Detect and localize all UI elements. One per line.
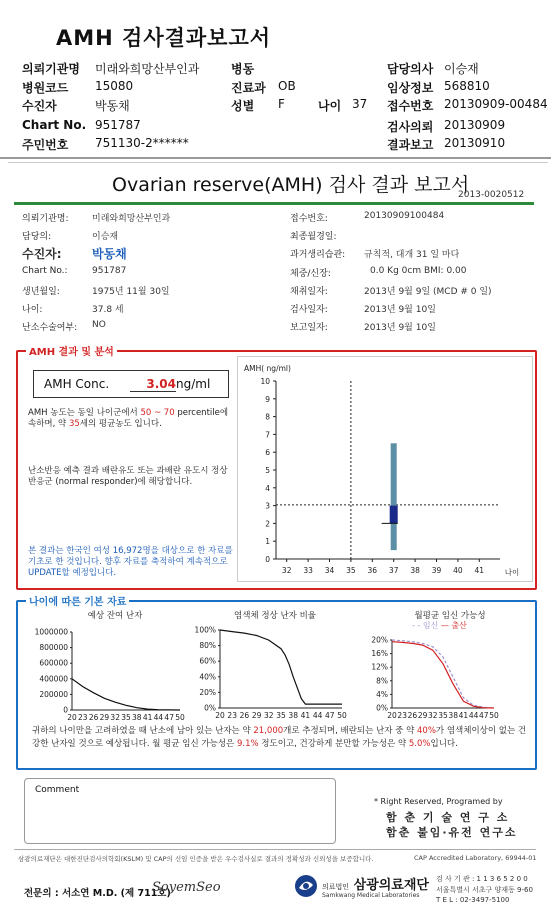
- y-tick-label: 0: [265, 555, 270, 564]
- percentile-paragraph: [28, 408, 230, 430]
- cap-accreditation: CAP Accredited Laboratory, 69944-01: [414, 854, 537, 862]
- x-tick-label: 37: [388, 566, 399, 575]
- x-tick-label: 32: [110, 713, 120, 722]
- x-tick-label: 29: [99, 713, 110, 722]
- y-tick-label: 1: [265, 537, 270, 547]
- header-value: 20130909-00484: [444, 97, 548, 111]
- certification-note: 삼광의료재단은 대한진단검사의학회(KSLM) 및 CAP의 신임 인증을 받은 우수검사실로 결과의 정확성과 신뢰성을 보증합니다.: [18, 855, 374, 863]
- info-label: 채취일자:: [290, 287, 328, 297]
- org-name-text: 삼광의료재단: [353, 878, 429, 893]
- info-value: 2013년 9월 9일 (MCD # 0 일): [364, 287, 492, 297]
- y-tick-label: 20%: [371, 635, 388, 645]
- x-tick-label: 20: [67, 713, 77, 722]
- amh-iqr-box: [390, 506, 398, 524]
- physician-signer: 전문의 : 서소연 M.D. (제 711호): [24, 888, 171, 899]
- x-tick-label: 26: [88, 713, 99, 722]
- age-summary: [32, 725, 527, 751]
- amh-conc-value: 3.04: [130, 377, 176, 392]
- info-value: 951787: [92, 266, 127, 276]
- x-tick-label: 35: [346, 566, 356, 575]
- report-header-title: AMH 검사결과보고서: [56, 26, 272, 50]
- legend-pregnancy: - - 임신: [412, 621, 439, 630]
- x-tick-label: 44: [312, 711, 323, 720]
- x-tick-label: 38: [288, 711, 298, 720]
- series-line-임신: [392, 640, 494, 708]
- legend-birth: — 출산: [440, 621, 467, 630]
- org-prefix: 의료법인: [322, 883, 350, 891]
- x-tick-label: 38: [410, 566, 420, 575]
- pregnancy-chart-title: 월평균 임신 가능성: [414, 611, 486, 621]
- info-label: 보고일자:: [290, 323, 328, 333]
- y-tick-label: 5: [265, 466, 270, 475]
- org-name-english: Samkwang Medical Laboratories: [322, 892, 420, 899]
- series-line-출산: [392, 642, 494, 708]
- x-tick-label: 39: [431, 566, 442, 575]
- percentile-range: 50 ~ 70: [140, 408, 175, 418]
- x-tick-label: 35: [276, 711, 286, 720]
- y-tick-label: 4%: [376, 689, 388, 699]
- x-tick-label: 41: [300, 711, 311, 720]
- x-tick-label: 32: [428, 711, 438, 720]
- normal-eggs-chart: [192, 622, 362, 722]
- info-label: 최종월경일:: [290, 232, 337, 242]
- y-tick-label: 8: [265, 412, 270, 422]
- header-value: 751130-2******: [95, 136, 189, 150]
- x-tick-label: 26: [407, 711, 418, 720]
- header-value: 37: [352, 97, 368, 111]
- info-value: 37.8 세: [92, 305, 124, 315]
- x-tick-label: 40: [453, 566, 463, 575]
- report-title: Ovarian reserve(AMH) 검사 결과 보고서: [112, 174, 470, 196]
- amh-concentration-box: [33, 370, 229, 398]
- y-tick-label: 9: [265, 394, 270, 404]
- header-row: [0, 136, 551, 154]
- percentile-text: AMH 농도는 동일 나이군에서: [28, 408, 138, 418]
- x-tick-label: 32: [281, 566, 292, 575]
- lab-address: 서울특별시 서초구 양재동 9-60: [436, 886, 533, 894]
- x-tick-label: 47: [325, 711, 335, 720]
- summary-birth: 5.0%: [408, 739, 431, 749]
- data-note-paragraph: 본 결과는 한국인 여성 16,972명을 대상으로 한 자료를 기초로 한 것입니다. 향후 자료를 축적하여 계속적으로 UPDATE할 예정입니다.: [28, 546, 233, 578]
- report-number: 2013-0020512: [458, 190, 525, 200]
- x-tick-label: 47: [164, 713, 174, 722]
- info-value: 1975년 11월 30일: [92, 287, 170, 297]
- footer-divider: [14, 849, 536, 850]
- info-value: 0.0 Kg 0cm BMI: 0.00: [370, 266, 467, 276]
- info-value: 2013년 9월 10일: [364, 323, 436, 333]
- y-tick-label: 4: [265, 483, 270, 493]
- x-tick-label: 50: [489, 711, 499, 720]
- info-value: 이승재: [92, 232, 119, 242]
- lab-code: 검 사 기 관 : 1 1 3 6 5 2 0 0: [436, 875, 528, 883]
- header-label: 병원코드: [22, 81, 69, 95]
- y-axis-label: AMH( ng/ml): [244, 364, 291, 373]
- header-value: 951787: [95, 118, 141, 132]
- header-label: 병동: [231, 62, 255, 76]
- physician-signature: SoyemSeo: [152, 880, 221, 895]
- comment-label: Comment: [35, 785, 80, 795]
- info-value: 20130909100484: [364, 211, 445, 221]
- title-underline: [14, 202, 534, 205]
- amh-conc-unit: ng/ml: [176, 377, 211, 391]
- header-label: 주민번호: [22, 138, 69, 152]
- summary-normal-pct: 40%: [417, 726, 436, 736]
- x-tick-label: 23: [227, 711, 237, 720]
- amh-section-heading: AMH 결과 및 분석: [26, 343, 117, 358]
- x-tick-label: 35: [121, 713, 131, 722]
- x-tick-label: 33: [303, 566, 313, 575]
- x-tick-label: 50: [337, 711, 347, 720]
- info-label: 의뢰기관명:: [22, 214, 69, 224]
- info-label: 체중/신장:: [290, 269, 331, 279]
- header-label: 담당의사: [387, 62, 434, 76]
- header-label: 수진자: [22, 99, 57, 113]
- summary-text: 정도이고, 건강하게 분만할 가능성은 약: [261, 739, 407, 749]
- header-value: 20130909: [444, 118, 506, 132]
- header-value: 이승재: [444, 62, 479, 76]
- patient-label: 수진자:: [22, 247, 62, 261]
- header-value: 박동채: [95, 99, 130, 113]
- info-label: 과거생리습관:: [290, 250, 346, 260]
- amh-age-chart: [237, 356, 533, 582]
- x-tick-label: 44: [468, 711, 479, 720]
- header-row: [0, 118, 551, 136]
- header-label: 성별: [231, 99, 255, 113]
- header-value: OB: [278, 79, 296, 93]
- y-tick-label: 100%: [194, 625, 216, 635]
- header-divider: [0, 157, 551, 159]
- patient-name: 박동채: [92, 247, 127, 261]
- remaining-eggs-chart: [30, 622, 190, 722]
- header-label: 결과보고: [387, 138, 434, 152]
- header-value: 미래와희망산부인과: [95, 62, 200, 76]
- y-tick-label: 600000: [39, 658, 68, 668]
- x-tick-label: 41: [458, 711, 469, 720]
- header-label: 접수번호: [387, 99, 434, 113]
- x-tick-label: 35: [438, 711, 448, 720]
- info-label: 검사일자:: [290, 305, 328, 315]
- y-tick-label: 40%: [199, 672, 216, 682]
- header-label: 진료과: [231, 81, 266, 95]
- info-label: 나이:: [22, 305, 43, 315]
- header-value: 20130910: [444, 136, 506, 150]
- x-tick-label: 44: [153, 713, 164, 722]
- x-tick-label: 38: [132, 713, 142, 722]
- x-tick-label: 20: [387, 711, 397, 720]
- y-tick-label: 80%: [199, 641, 216, 651]
- y-tick-label: 20%: [199, 687, 216, 697]
- header-row: [0, 79, 551, 97]
- y-tick-label: 1000000: [34, 627, 68, 637]
- y-tick-label: 6: [265, 448, 270, 458]
- y-tick-label: 800000: [39, 643, 68, 653]
- x-tick-label: 26: [239, 711, 250, 720]
- info-value: 2013년 9월 10일: [364, 305, 436, 315]
- series-line-curve: [72, 679, 180, 710]
- x-tick-label: 47: [479, 711, 489, 720]
- y-tick-label: 12%: [371, 662, 388, 672]
- x-tick-label: 41: [142, 713, 153, 722]
- percentile-text: 세의 평균농도 입니다.: [79, 419, 162, 429]
- y-tick-label: 8%: [376, 676, 388, 686]
- header-row: [0, 97, 551, 115]
- x-tick-label: 36: [367, 566, 378, 575]
- series-line-curve: [220, 630, 342, 704]
- header-value: F: [278, 97, 285, 111]
- rights-notice: * Right Reserved, Programed by: [374, 797, 503, 806]
- summary-text: 귀하의 나이만을 고려하였을 때 난소에 남아 있는 난자는 약: [32, 726, 251, 736]
- x-tick-label: 29: [417, 711, 428, 720]
- x-tick-label: 50: [175, 713, 185, 722]
- info-label: 생년월일:: [22, 287, 60, 297]
- response-paragraph: 난소반응 예측 결과 배란유도 또는 과배란 유도시 정상반응군 (normal responder)에 해당합니다.: [28, 466, 228, 487]
- summary-text: 가 염색체이상이 없는 건강한 난자일 것으로 예상됩니다. 월 평균 임신 가능성은: [32, 726, 527, 749]
- x-tick-label: 38: [448, 711, 458, 720]
- y-tick-label: 3: [265, 501, 270, 511]
- x-tick-label: 34: [324, 566, 335, 575]
- info-value: 규칙적, 대개 31 일 마다: [364, 250, 460, 260]
- lab-name-1: 함 춘 기 술 연 구 소: [386, 811, 510, 824]
- y-tick-label: 0%: [204, 703, 216, 713]
- info-label: Chart No.:: [22, 266, 68, 276]
- x-tick-label: 20: [215, 711, 225, 720]
- y-tick-label: 16%: [371, 649, 388, 659]
- x-tick-label: 23: [78, 713, 88, 722]
- eggs-chart-title: 예상 잔여 난자: [87, 611, 143, 621]
- y-tick-label: 400000: [39, 674, 68, 684]
- lab-name-2: 함춘 불임·유전 연구소: [386, 826, 518, 839]
- amh-range-bar: [391, 443, 397, 550]
- percentile-text: percentile에 속하며, 약: [28, 408, 229, 429]
- y-tick-label: 0%: [376, 703, 388, 713]
- summary-eggs: 21,000: [253, 726, 284, 736]
- x-tick-label: 41: [474, 566, 485, 575]
- samkwang-logo-icon: [294, 873, 318, 899]
- org-name: [322, 874, 429, 893]
- amh-chart-svg: [238, 357, 532, 581]
- header-value: 15080: [95, 79, 134, 93]
- header-label: Chart No.: [22, 118, 87, 132]
- info-label: 접수번호:: [290, 214, 328, 224]
- info-label: 담당의:: [22, 232, 52, 242]
- y-tick-label: 2: [265, 519, 270, 529]
- y-tick-label: 60%: [199, 656, 216, 666]
- equivalent-age: 35: [68, 419, 80, 429]
- info-label: 난소수술여부:: [22, 323, 78, 333]
- lab-phone: T E L : 02-3497-5100: [436, 896, 510, 904]
- info-value: NO: [92, 320, 106, 330]
- age-section-heading: 나이에 따른 기본 자료: [26, 593, 129, 608]
- x-tick-label: 23: [397, 711, 407, 720]
- header-row: [0, 60, 551, 78]
- y-tick-label: 200000: [39, 689, 68, 699]
- y-tick-label: 0: [63, 705, 68, 715]
- y-tick-label: 10: [260, 377, 270, 386]
- summary-text: 입니다.: [430, 739, 458, 749]
- header-value: 568810: [444, 79, 490, 93]
- x-tick-label: 29: [251, 711, 262, 720]
- info-value: 미래와희망산부인과: [92, 214, 171, 224]
- summary-pregnancy: 9.1%: [236, 739, 259, 749]
- summary-text: 개로 추정되며, 배란되는 난자 중 약: [283, 726, 415, 736]
- comment-box: [24, 778, 336, 844]
- header-label: 검사의뢰: [387, 120, 434, 134]
- normal-eggs-chart-title: 염색체 정상 난자 비율: [233, 611, 316, 621]
- amh-conc-label: AMH Conc.: [44, 377, 110, 391]
- x-tick-label: 32: [264, 711, 274, 720]
- header-label: 나이: [318, 99, 342, 113]
- pregnancy-chance-chart: [366, 630, 534, 722]
- y-tick-label: 7: [265, 430, 270, 440]
- header-label: 임상정보: [387, 81, 434, 95]
- x-axis-label: 나이: [504, 568, 520, 577]
- header-label: 의뢰기관명: [22, 62, 80, 76]
